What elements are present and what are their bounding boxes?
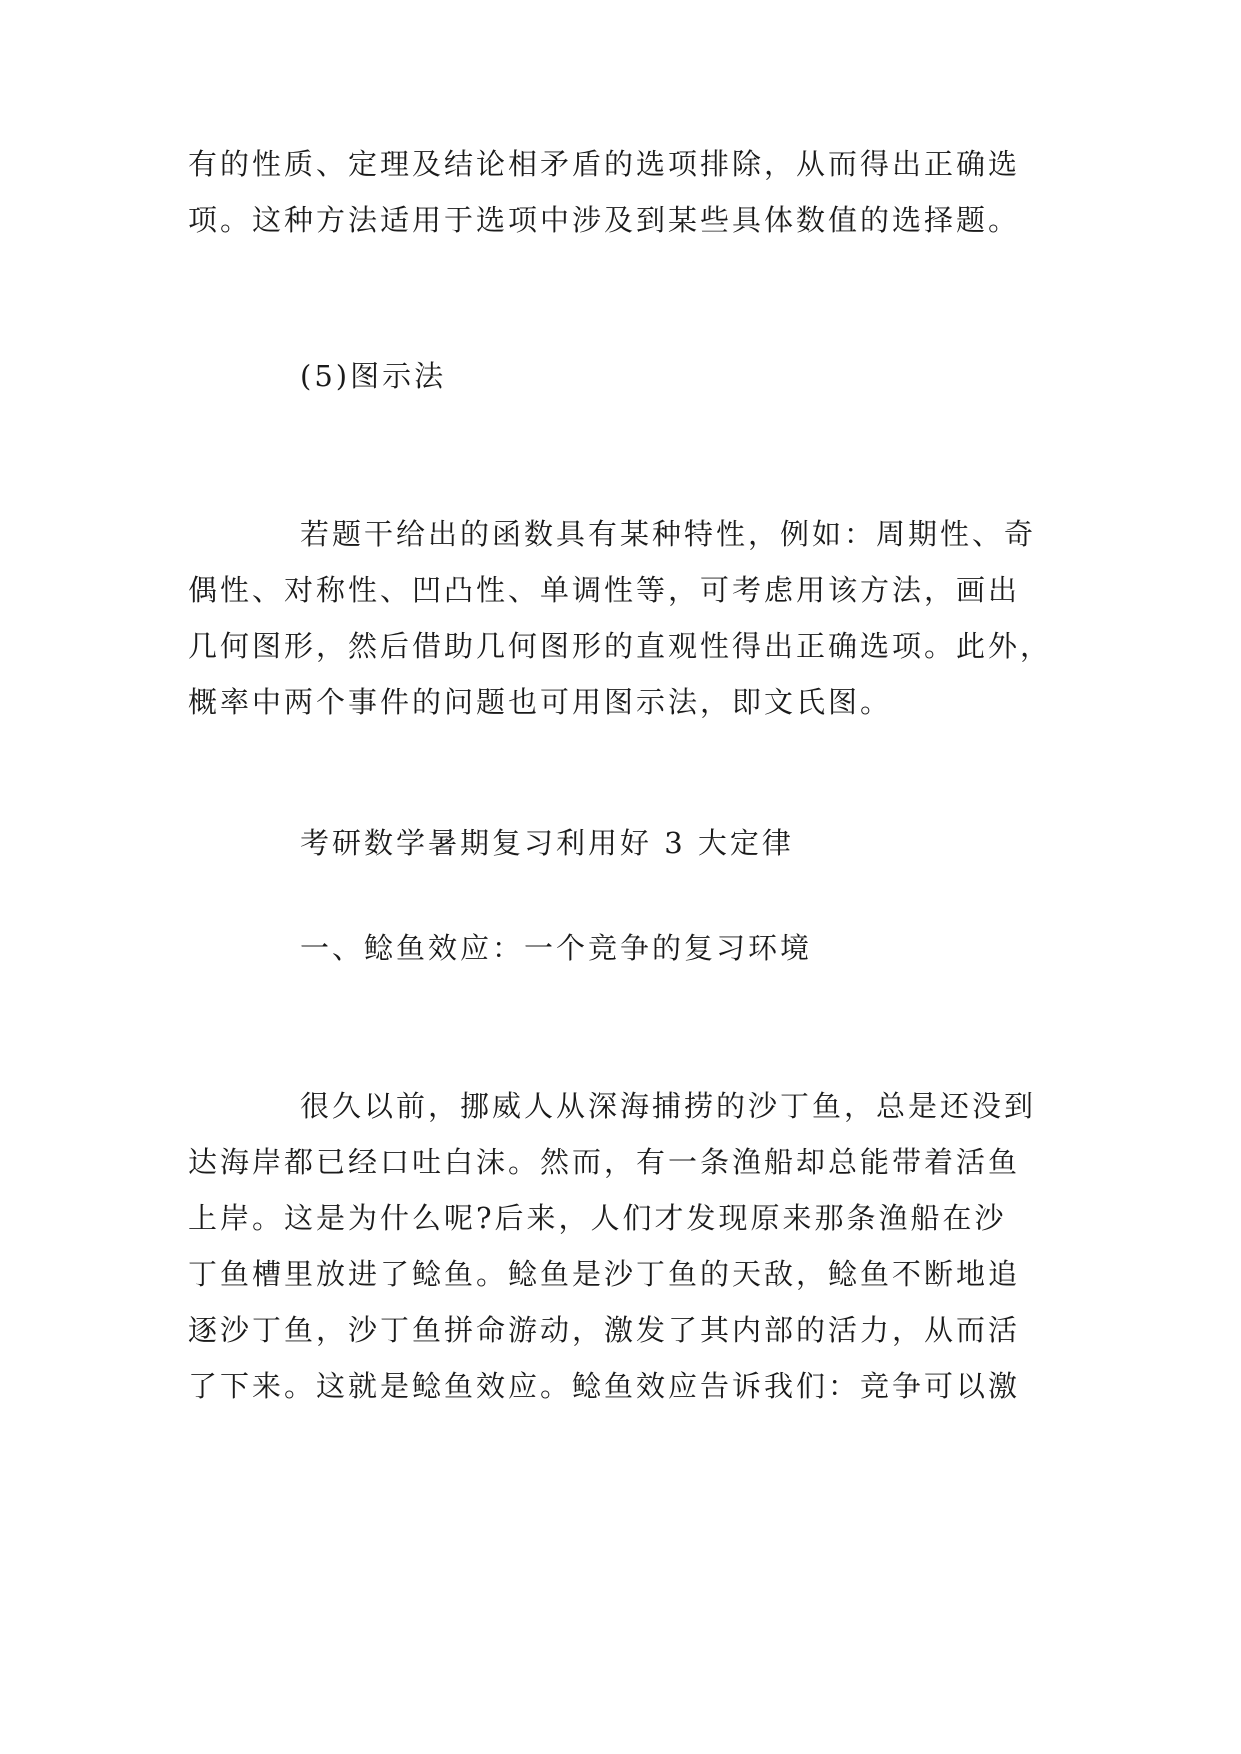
paragraph-line: 逐沙丁鱼，沙丁鱼拼命游动，激发了其内部的活力，从而活 <box>188 1313 1021 1347</box>
paragraph-line: 很久以前，挪威人从深海捕捞的沙丁鱼，总是还没到 <box>300 1089 1037 1123</box>
paragraph-line: 几何图形，然后借助几何图形的直观性得出正确选项。此外， <box>188 629 1053 663</box>
paragraph-line: 若题干给出的函数具有某种特性，例如：周期性、奇 <box>300 517 1037 551</box>
section-heading-diagram-method: (5)图示法 <box>300 359 447 393</box>
section-heading-catfish-effect: 一、鲶鱼效应：一个竞争的复习环境 <box>300 931 813 965</box>
paragraph-diagram-method <box>188 506 1060 730</box>
paragraph-line: 有的性质、定理及结论相矛盾的选项排除，从而得出正确选 <box>188 147 1021 181</box>
paragraph-line: 丁鱼槽里放进了鲶鱼。鲶鱼是沙丁鱼的天敌，鲶鱼不断地追 <box>188 1257 1021 1291</box>
article-title: 考研数学暑期复习利用好 3 大定律 <box>300 826 794 860</box>
paragraph-line: 上岸。这是为什么呢?后来，人们才发现原来那条渔船在沙 <box>188 1201 1007 1235</box>
paragraph-line: 达海岸都已经口吐白沫。然而，有一条渔船却总能带着活鱼 <box>188 1145 1021 1179</box>
paragraph-elimination-method <box>188 136 1060 248</box>
paragraph-line: 了下来。这就是鲶鱼效应。鲶鱼效应告诉我们：竞争可以激 <box>188 1369 1021 1403</box>
paragraph-line: 项。这种方法适用于选项中涉及到某些具体数值的选择题。 <box>188 203 1021 237</box>
paragraph-line: 概率中两个事件的问题也可用图示法，即文氏图。 <box>188 685 893 719</box>
paragraph-line: 偶性、对称性、凹凸性、单调性等，可考虑用该方法，画出 <box>188 573 1021 607</box>
paragraph-catfish-effect <box>188 1078 1060 1414</box>
